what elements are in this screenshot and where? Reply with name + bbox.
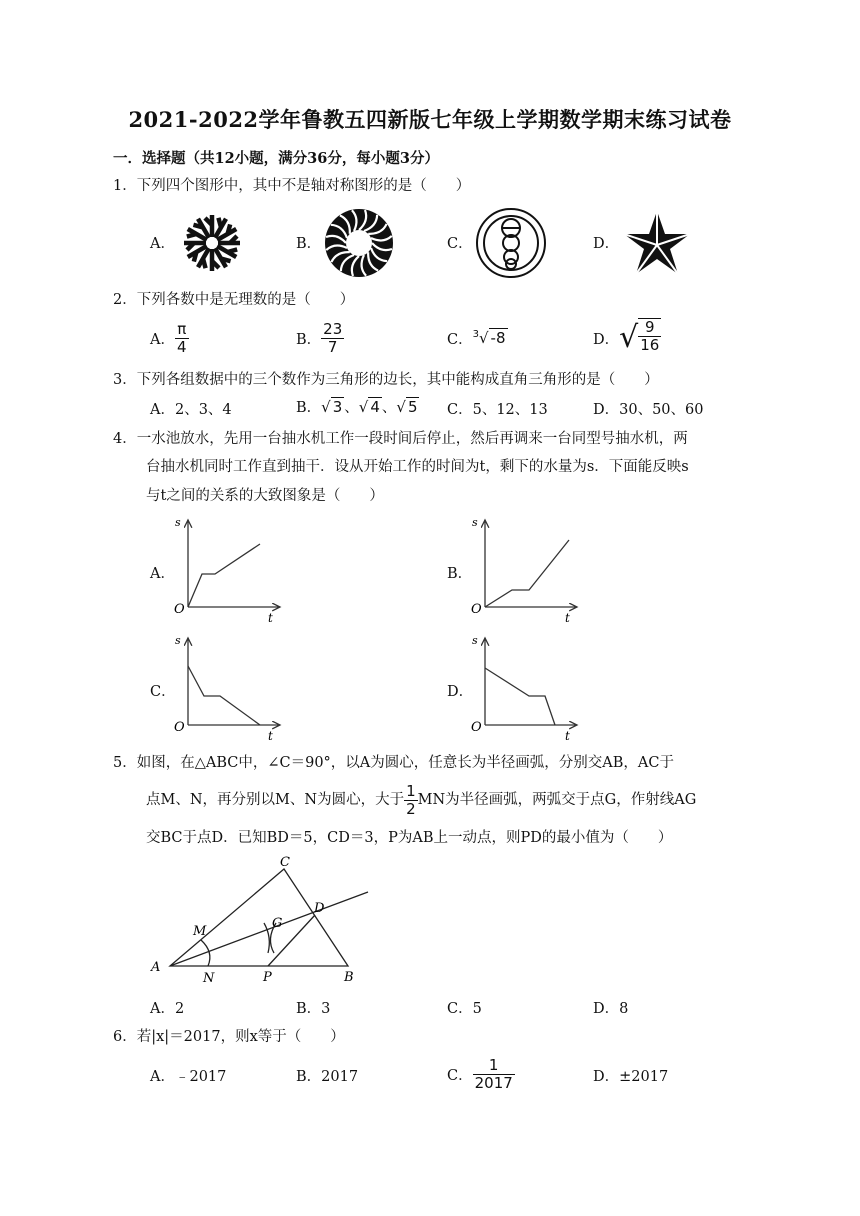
- q4-c-curve: [188, 666, 260, 725]
- q5-line-2: [146, 780, 696, 820]
- q3-option-c: C．5、12、13: [447, 402, 548, 418]
- q5-triangle-figure: [148, 855, 378, 987]
- q1-label-b: B．: [296, 236, 322, 252]
- q2-option-a: [150, 318, 189, 358]
- q5-point-b: B: [344, 970, 354, 985]
- q4-a-axis-s: s: [175, 516, 181, 529]
- q3-b-radicand-1: 3: [332, 398, 343, 416]
- exam-title: 2021-2022学年鲁教五四新版七年级上学期数学期末练习试卷: [128, 107, 732, 132]
- q4-label-b: B．: [447, 566, 473, 582]
- q4-b-axis-s: s: [472, 516, 478, 529]
- q4-graph-b: [467, 512, 587, 624]
- q4-b-curve: [485, 540, 569, 607]
- q2-label-d: D．: [593, 331, 620, 348]
- q5-option-d: D．8: [593, 1001, 629, 1017]
- q1-figure-d-star: [618, 207, 696, 279]
- q4-c-origin: O: [174, 720, 185, 735]
- q6-stem: 6．若|x|＝2017，则x等于（ ）: [113, 1029, 345, 1045]
- q4-d-axis-t: t: [565, 729, 570, 742]
- q1-label-a: A．: [150, 236, 175, 252]
- q5-point-a: A: [151, 960, 161, 975]
- q2-option-b: [296, 318, 344, 358]
- q6-option-d: D．±2017: [593, 1069, 669, 1085]
- q3-b-root-1: √ 3: [321, 398, 343, 416]
- q4-a-axis-t: t: [268, 611, 273, 624]
- q2-d-fraction: [638, 318, 661, 354]
- q5-line-2-pre: 点M、N，再分别以M、N为圆心，大于: [146, 792, 405, 808]
- q4-d-origin: O: [471, 720, 482, 735]
- q1-label-d: D．: [593, 236, 620, 252]
- q3-stem: 3．下列各组数据中的三个数作为三角形的边长，其中能构成直角三角形的是（ ）: [113, 372, 659, 388]
- q2-d-denominator: 16: [640, 336, 660, 354]
- q5-arc-g1: [264, 923, 269, 953]
- q4-label-c: C．: [150, 684, 176, 700]
- q3-b-root-3: √ 5: [396, 398, 418, 416]
- q4-line-1: 4．一水池放水，先用一台抽水机工作一段时间后停止，然后再调来一台同型号抽水机，两: [113, 431, 688, 447]
- q5-point-c: C: [280, 855, 290, 870]
- q4-label-d: D．: [447, 684, 474, 700]
- q3-b-radicand-2: 4: [370, 398, 380, 416]
- q5-point-m: M: [193, 924, 207, 939]
- q5-line-1: 5．如图，在△ABC中，∠C＝90°，以A为圆心，任意长为半径画弧，分别交AB，AC于: [113, 755, 674, 771]
- q3-b-radicand-3: 5: [407, 398, 418, 416]
- q5-line-2-post: MN为半径画弧，两弧交于点G，作射线AG: [417, 792, 697, 808]
- q5-point-p: P: [263, 970, 272, 985]
- q3-b-root-2: √ 4: [358, 398, 380, 416]
- q4-graph-d: [467, 630, 587, 742]
- q4-d-axis-s: s: [472, 634, 478, 647]
- q2-label-c: C．: [447, 331, 473, 348]
- q1-figure-c-circles: [474, 206, 548, 280]
- q4-b-origin: O: [471, 602, 482, 617]
- q4-c-axis-s: s: [175, 634, 181, 647]
- q4-a-curve: [188, 544, 260, 607]
- q2-d-numerator: 9: [638, 319, 661, 337]
- q6-label-c: C．: [447, 1067, 473, 1084]
- q2-c-radicand: -8: [490, 329, 506, 347]
- q1-label-c: C．: [447, 236, 473, 252]
- q5-line-3: 交BC于点D．已知BD＝5，CD＝3，P为AB上一动点，则PD的最小值为（ ）: [146, 830, 673, 846]
- q5-option-b: B．3: [296, 1001, 331, 1017]
- q2-a-denominator: 4: [176, 337, 187, 356]
- q2-a-fraction: [175, 321, 189, 356]
- q6-option-c: [447, 1054, 515, 1094]
- q3-option-b: [296, 396, 419, 417]
- q4-graph-a: [170, 512, 290, 624]
- q2-stem: 2．下列各数中是无理数的是（ ）: [113, 292, 355, 308]
- q3-b-sep-2: 、: [381, 400, 397, 416]
- q2-c-cube-root: $^3$√ -8: [472, 329, 506, 347]
- q5-option-c: C．5: [447, 1001, 482, 1017]
- q2-b-fraction: [321, 321, 344, 356]
- q3-label-b: B．: [296, 400, 322, 416]
- q1-figure-a-snowflake: [176, 212, 248, 274]
- q4-d-curve: [485, 668, 555, 725]
- q2-option-d: [593, 318, 661, 358]
- q2-b-denominator: 7: [327, 337, 338, 356]
- q4-line-3: 与t之间的关系的大致图象是（ ）: [146, 488, 384, 504]
- section-heading: 一．选择题（共12小题，满分36分，每小题3分）: [113, 150, 439, 167]
- q4-a-origin: O: [174, 602, 185, 617]
- q1-figure-b-spiral: [322, 206, 396, 280]
- q5-point-g: G: [272, 916, 283, 931]
- q3-b-sep-1: 、: [344, 400, 359, 416]
- q2-b-numerator: 23: [323, 319, 343, 338]
- q1-stem: 1．下列四个图形中，其中不是轴对称图形的是（ ）: [113, 178, 471, 194]
- q2-d-radical-sign: √: [619, 320, 639, 355]
- q4-b-axis-t: t: [565, 611, 570, 624]
- q3-option-d: D．30、50、60: [593, 402, 704, 418]
- q3-option-a: A．2、3、4: [150, 402, 232, 418]
- q2-a-numerator: π: [175, 321, 189, 339]
- q5-point-n: N: [203, 971, 215, 986]
- q2-label-a: A．: [150, 331, 175, 348]
- q5-point-d: D: [314, 901, 325, 916]
- q5-option-a: A．2: [150, 1001, 185, 1017]
- q6-c-numerator: 1: [473, 1057, 515, 1075]
- q6-option-a: A．﹣2017: [150, 1069, 227, 1085]
- q4-label-a: A．: [150, 566, 175, 582]
- q4-c-axis-t: t: [268, 729, 273, 742]
- q5-half-numerator: 1: [406, 781, 416, 800]
- q5-half-fraction: [404, 783, 418, 818]
- q6-c-denominator: 2017: [474, 1073, 513, 1092]
- q4-graph-c: [170, 630, 290, 742]
- q6-option-b: B．2017: [296, 1069, 359, 1085]
- q5-half-denominator: 2: [406, 799, 416, 818]
- q5-triangle-abc: [170, 869, 348, 966]
- q4-line-2: 台抽水机同时工作直到抽干．设从开始工作的时间为t，剩下的水量为s．下面能反映s: [146, 459, 689, 475]
- q6-c-fraction: [473, 1057, 515, 1092]
- q2-c-root-index: 3: [472, 329, 479, 340]
- q2-option-c: [447, 318, 508, 358]
- q2-label-b: B．: [296, 331, 322, 348]
